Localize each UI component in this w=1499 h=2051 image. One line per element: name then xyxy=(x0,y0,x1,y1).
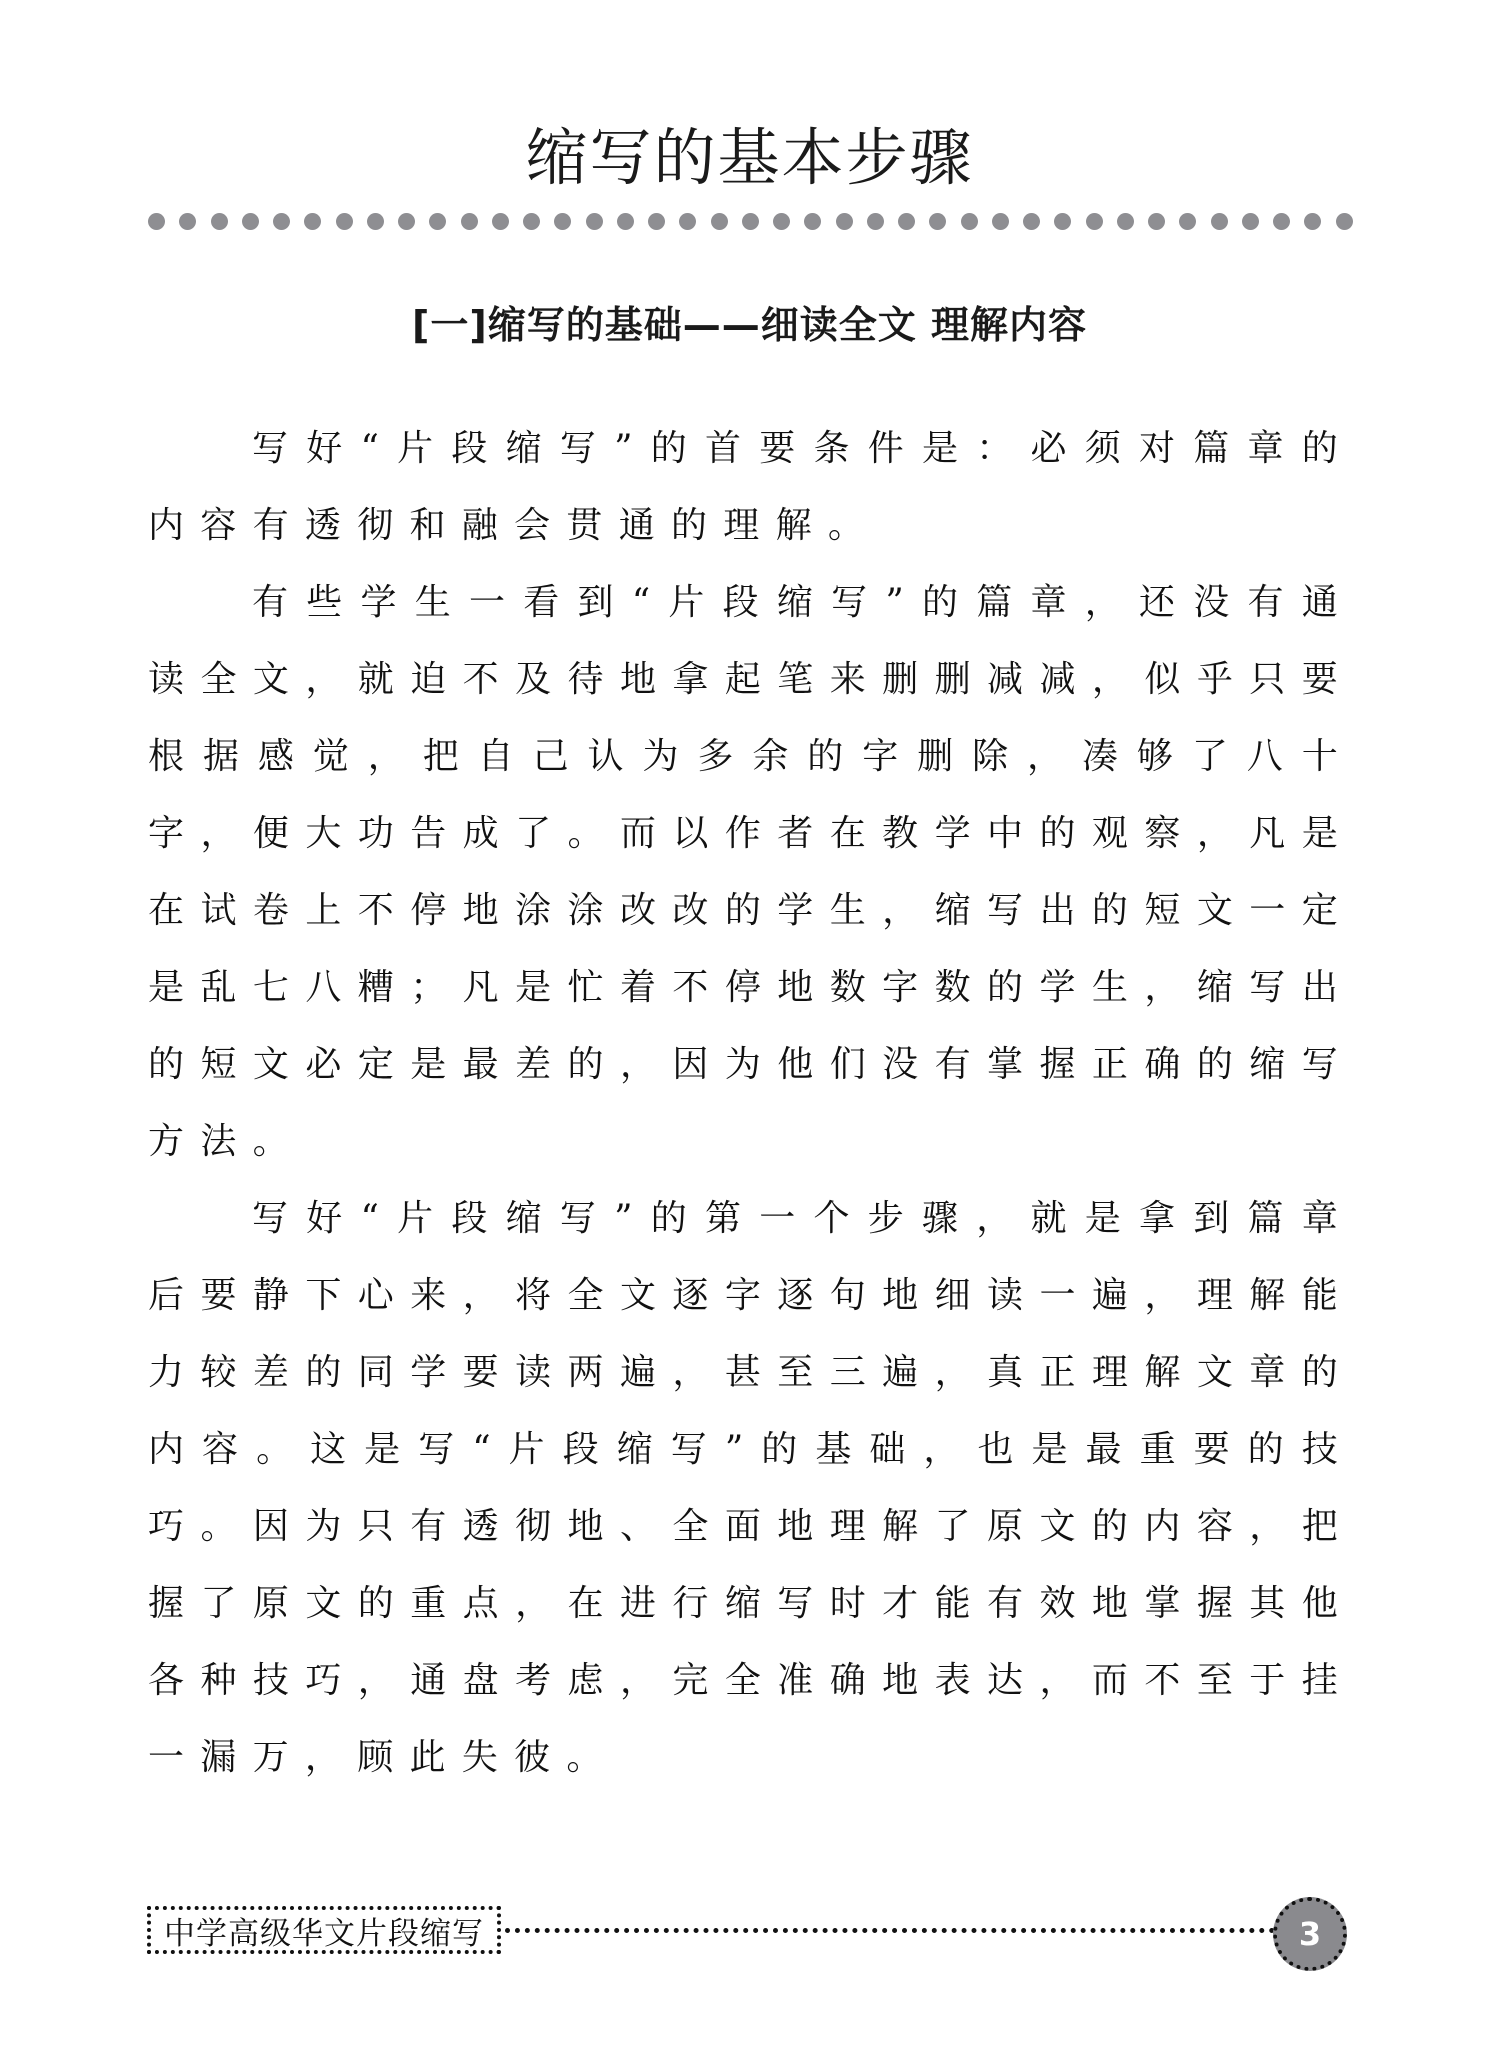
divider-dot xyxy=(1242,213,1259,230)
divider-dot xyxy=(304,213,321,230)
divider-dot xyxy=(586,213,603,230)
divider-dot xyxy=(336,213,353,230)
divider-dot xyxy=(461,213,478,230)
divider-dot xyxy=(679,213,696,230)
divider-dot xyxy=(1273,213,1290,230)
body-text xyxy=(148,410,1354,1796)
divider-dot xyxy=(929,213,946,230)
page-number: 3 xyxy=(1273,1897,1347,1971)
divider-dot xyxy=(211,213,228,230)
divider-dot xyxy=(1211,213,1228,230)
divider-dot xyxy=(1117,213,1134,230)
divider-dot xyxy=(1304,213,1321,230)
footer-dotted-line xyxy=(505,1928,1275,1933)
divider-dot xyxy=(648,213,665,230)
divider-dot xyxy=(242,213,259,230)
divider-dot xyxy=(1336,213,1353,230)
footer-book-title: 中学高级华文片段缩写 xyxy=(147,1906,501,1954)
divider-dot xyxy=(1148,213,1165,230)
divider-dot xyxy=(429,213,446,230)
section-heading: [一]缩写的基础——细读全文 理解内容 xyxy=(412,303,1087,347)
divider-dot xyxy=(711,213,728,230)
divider-dot xyxy=(961,213,978,230)
divider-dot xyxy=(773,213,790,230)
page-title: 缩写的基本步骤 xyxy=(525,121,974,194)
divider-dot xyxy=(398,213,415,230)
divider-dot xyxy=(1023,213,1040,230)
divider-dot xyxy=(898,213,915,230)
divider-dot xyxy=(273,213,290,230)
divider-dot xyxy=(836,213,853,230)
divider-dot xyxy=(554,213,571,230)
divider-dot xyxy=(179,213,196,230)
paragraph: 写好“片段缩写”的首要条件是：必须对篇章的内容有透彻和融会贯通的理解。 xyxy=(148,428,1354,546)
divider-dot xyxy=(1054,213,1071,230)
divider-dot xyxy=(523,213,540,230)
divider-dot xyxy=(992,213,1009,230)
divider-dot xyxy=(617,213,634,230)
divider-dot xyxy=(867,213,884,230)
divider-dot xyxy=(804,213,821,230)
divider-dot xyxy=(148,213,165,230)
divider-dot xyxy=(367,213,384,230)
dotted-divider xyxy=(148,213,1353,231)
divider-dot xyxy=(1179,213,1196,230)
paragraph: 写好“片段缩写”的第一个步骤，就是拿到篇章后要静下心来，将全文逐字逐句地细读一遍，理解能力较差的同学要读两遍，甚至三遍，真正理解文章的内容。这是写“片段缩写”的基础，也是最重要的技巧。因为只有透彻地、全面地理解了原文的内容，把握了原文的重点，在进行缩写时才能有效地掌握其他各种技巧，通盘考虑，完全准确地表达，而不至于挂一漏万，顾此失彼。 xyxy=(148,1198,1354,1778)
divider-dot xyxy=(742,213,759,230)
paragraph: 有些学生一看到“片段缩写”的篇章，还没有通读全文，就迫不及待地拿起笔来删删减减，似乎只要根据感觉，把自己认为多余的字删除，凑够了八十字，便大功告成了。而以作者在教学中的观察，凡是在试卷上不停地涂涂改改的学生，缩写出的短文一定是乱七八糟；凡是忙着不停地数字数的学生，缩写出的短文必定是最差的，因为他们没有掌握正确的缩写方法。 xyxy=(148,582,1354,1162)
divider-dot xyxy=(492,213,509,230)
divider-dot xyxy=(1086,213,1103,230)
